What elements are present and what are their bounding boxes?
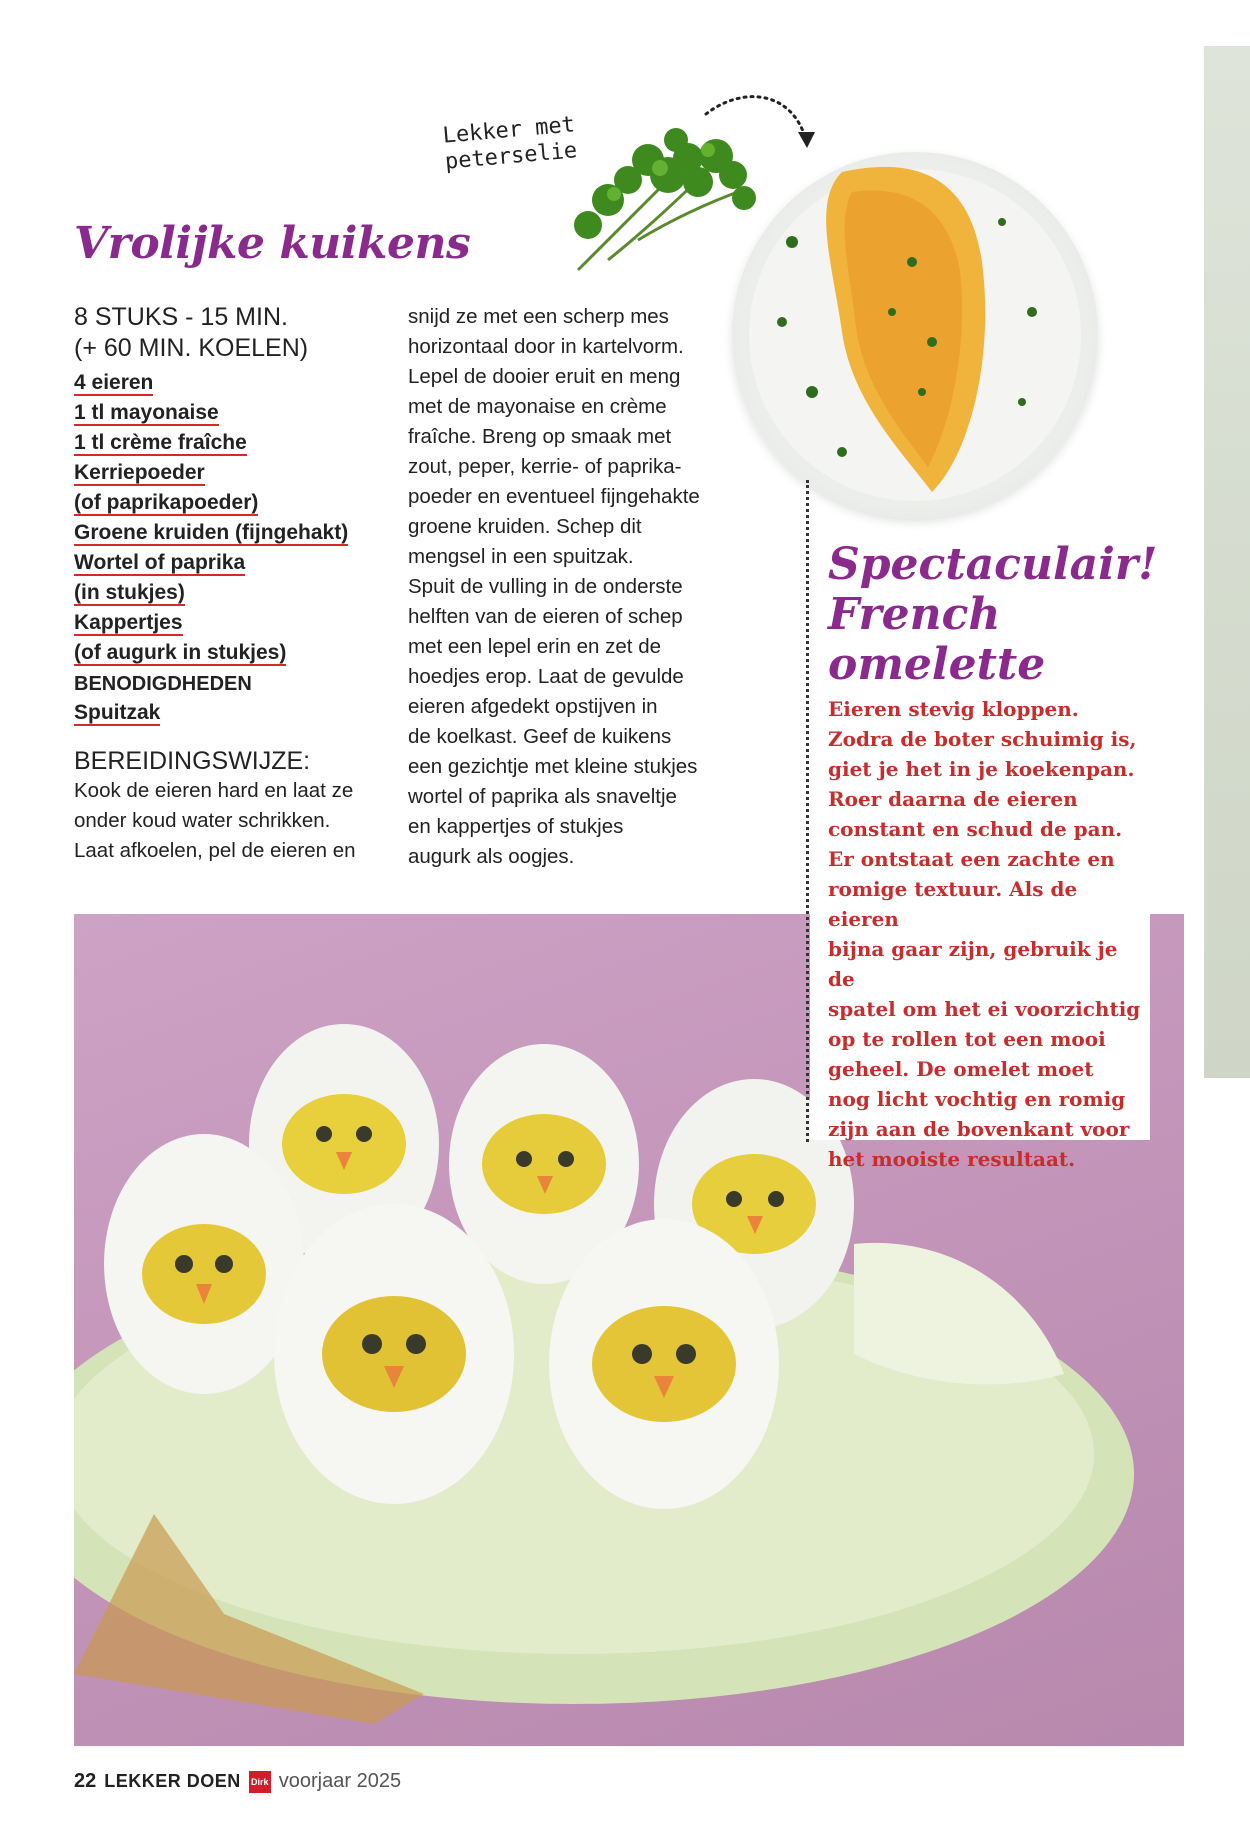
method-line: de koelkast. Geef de kuikens (408, 725, 672, 748)
omelette-line: zijn aan de bovenkant voor (828, 1117, 1130, 1141)
handwritten-note-line: peterselie (444, 138, 579, 175)
omelette-line: constant en schud de pan. (828, 817, 1123, 841)
parsley-image (548, 120, 758, 280)
ingredient-item: 1 tl mayonaise (74, 401, 219, 424)
method-line: zout, peper, kerrie- of paprika- (408, 455, 682, 478)
method-line: met een lepel erin en zet de (408, 635, 661, 658)
method-line: helften van de eieren of schep (408, 605, 683, 628)
omelette-line: spatel om het ei voorzichtig (828, 997, 1141, 1021)
omelette-line: Roer daarna de eieren (828, 787, 1078, 811)
supplies-item: Spuitzak (74, 701, 161, 724)
method-line: groene kruiden. Schep dit (408, 515, 642, 538)
recipe-title: Vrolijke kuikens (74, 218, 471, 269)
method-line: onder koud water schrikken. (74, 809, 331, 832)
handwritten-note-line: Lekker met (441, 112, 576, 149)
ingredient-item: (of augurk in stukjes) (74, 641, 287, 664)
method-line: augurk als oogjes. (408, 845, 575, 868)
magazine-name: LEKKER DOEN (104, 1771, 241, 1791)
page-edge-strip (1204, 46, 1250, 1078)
method-line: Lepel de dooier eruit en meng (408, 365, 681, 388)
method-line: en kappertjes of stukjes (408, 815, 624, 838)
omelette-line: giet je het in je koekenpan. (828, 757, 1135, 781)
dirk-logo: Dirk (249, 1771, 271, 1793)
supplies-list (74, 698, 394, 728)
omelette-line: romige textuur. Als de eieren (828, 877, 1078, 931)
omelette-plate-image (732, 152, 1098, 518)
omelette-title-line: French (828, 589, 1001, 640)
issue-season: voorjaar 2025 (278, 1770, 402, 1792)
omelette-instructions (828, 694, 1148, 1174)
omelette-line: Zodra de boter schuimig is, (828, 727, 1137, 751)
omelette-line: Eieren stevig kloppen. (828, 697, 1079, 721)
recipe-column-1 (74, 302, 394, 866)
method-line: mengsel in een spuitzak. (408, 545, 634, 568)
omelette-illustration (732, 152, 1098, 518)
omelette-line: nog licht vochtig en romig (828, 1087, 1126, 1111)
method-line: Laat afkoelen, pel de eieren en (74, 839, 356, 862)
page-footer (74, 1770, 401, 1793)
method-line: fraîche. Breng op smaak met (408, 425, 672, 448)
method-line: poeder en eventueel fijngehakte (408, 485, 700, 508)
method-line: met de mayonaise en crème (408, 395, 667, 418)
method-line: horizontaal door in kartelvorm. (408, 335, 684, 358)
supplies-heading: BENODIGDHEDEN (74, 673, 252, 695)
method-line: hoedjes erop. Laat de gevulde (408, 665, 684, 688)
method-line: wortel of paprika als snaveltje (408, 785, 677, 808)
method-line: snijd ze met een scherp mes (408, 305, 669, 328)
method-text-col2 (408, 302, 738, 872)
ingredient-item: Kappertjes (74, 611, 183, 634)
ingredient-list (74, 368, 394, 668)
ingredient-item: Groene kruiden (fijngehakt) (74, 521, 349, 544)
method-line: Kook de eieren hard en laat ze (74, 779, 354, 802)
omelette-line: geheel. De omelet moet (828, 1057, 1094, 1081)
method-line: eieren afgedekt opstijven in (408, 695, 658, 718)
ingredient-item: Wortel of paprika (74, 551, 246, 574)
omelette-title-line: Spectaculair! (828, 539, 1158, 590)
recipe-cooling-time: (+ 60 MIN. KOELEN) (74, 334, 309, 362)
omelette-line: Er ontstaat een zachte en (828, 847, 1115, 871)
method-heading: BEREIDINGSWIJZE: (74, 747, 311, 775)
omelette-title (828, 540, 1158, 690)
ingredient-item: Kerriepoeder (74, 461, 205, 484)
omelette-title-line: omelette (828, 639, 1046, 690)
omelette-line: bijna gaar zijn, gebruik je de (828, 937, 1118, 991)
ingredient-item: 4 eieren (74, 371, 154, 394)
method-line: een gezichtje met kleine stukjes (408, 755, 698, 778)
omelette-line: het mooiste resultaat. (828, 1147, 1076, 1171)
method-text-col1 (74, 776, 394, 866)
ingredient-item: (in stukjes) (74, 581, 185, 604)
method-line: Spuit de vulling in de onderste (408, 575, 683, 598)
recipe-servings-time: 8 STUKS - 15 MIN. (74, 303, 288, 331)
page-number: 22 (74, 1770, 97, 1792)
dotted-divider (806, 480, 809, 1142)
ingredient-item: 1 tl crème fraîche (74, 431, 247, 454)
omelette-line: op te rollen tot een mooi (828, 1027, 1106, 1051)
ingredient-item: (of paprikapoeder) (74, 491, 259, 514)
